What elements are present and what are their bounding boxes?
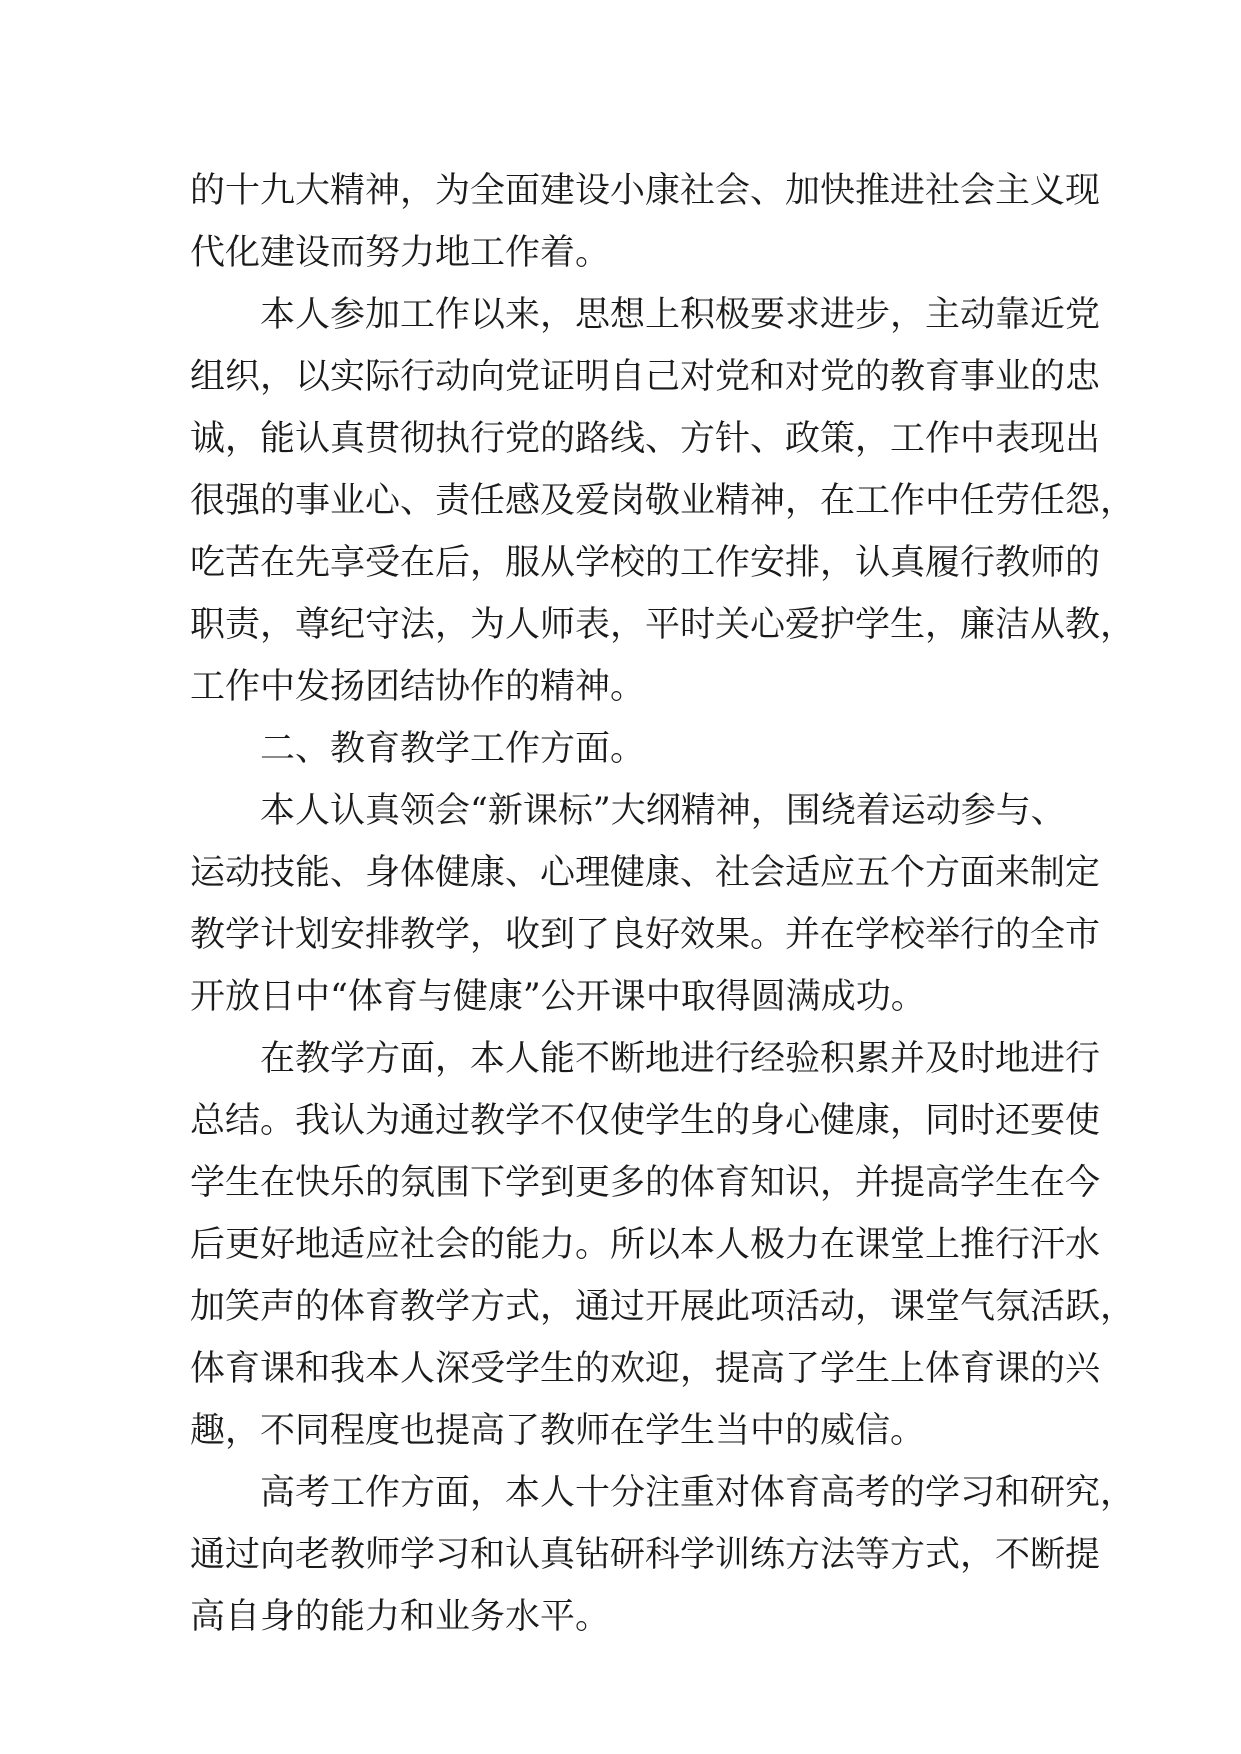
text-line: 总结。我认为通过教学不仅使学生的身心健康，同时还要使 xyxy=(190,1101,1101,1141)
paragraph-5 xyxy=(190,1462,1136,1648)
text-line: 学生在快乐的氛围下学到更多的体育知识，并提高学生在今 xyxy=(190,1163,1101,1203)
text-line: 很强的事业心、责任感及爱岗敬业精神，在工作中任劳任怨， xyxy=(190,481,1136,521)
text-line: 高考工作方面，本人十分注重对体育高考的学习和研究， xyxy=(260,1473,1136,1513)
text-line: 本人认真领会“新课标”大纲精神，围绕着运动参与、 xyxy=(260,791,1066,831)
text-line: 吃苦在先享受在后，服从学校的工作安排，认真履行教师的 xyxy=(190,543,1101,583)
text-line: 后更好地适应社会的能力。所以本人极力在课堂上推行汗水 xyxy=(190,1225,1101,1265)
text-line: 运动技能、身体健康、心理健康、社会适应五个方面来制定 xyxy=(190,853,1101,893)
paragraph-2 xyxy=(190,284,1136,718)
text-line: 高自身的能力和业务水平。 xyxy=(190,1597,611,1637)
paragraph-3 xyxy=(190,780,1101,1028)
text-line: 代化建设而努力地工作着。 xyxy=(190,233,611,273)
text-line: 通过向老教师学习和认真钻研科学训练方法等方式，不断提 xyxy=(190,1535,1101,1575)
document-body xyxy=(190,160,1136,1648)
text-line: 趣，不同程度也提高了教师在学生当中的威信。 xyxy=(190,1411,926,1451)
text-line: 诚，能认真贯彻执行党的路线、方针、政策，工作中表现出 xyxy=(190,419,1101,459)
text-line: 加笑声的体育教学方式，通过开展此项活动，课堂气氛活跃， xyxy=(190,1287,1136,1327)
section-heading xyxy=(190,718,1052,780)
text-line: 本人参加工作以来，思想上积极要求进步，主动靠近党 xyxy=(260,295,1101,335)
heading-line: 二、教育教学工作方面。 xyxy=(260,729,646,769)
text-line: 教学计划安排教学，收到了良好效果。并在学校举行的全市 xyxy=(190,915,1101,955)
text-line: 体育课和我本人深受学生的欢迎，提高了学生上体育课的兴 xyxy=(190,1349,1101,1389)
paragraph-1 xyxy=(190,160,1101,284)
text-line: 开放日中“体育与健康”公开课中取得圆满成功。 xyxy=(190,977,926,1017)
paragraph-4 xyxy=(190,1028,1136,1462)
text-line: 组织，以实际行动向党证明自己对党和对党的教育事业的忠 xyxy=(190,357,1101,397)
text-line: 的十九大精神，为全面建设小康社会、加快推进社会主义现 xyxy=(190,171,1101,211)
text-line: 工作中发扬团结协作的精神。 xyxy=(190,667,646,707)
text-line: 在教学方面，本人能不断地进行经验积累并及时地进行 xyxy=(260,1039,1101,1079)
text-line: 职责，尊纪守法，为人师表，平时关心爱护学生，廉洁从教， xyxy=(190,605,1136,645)
